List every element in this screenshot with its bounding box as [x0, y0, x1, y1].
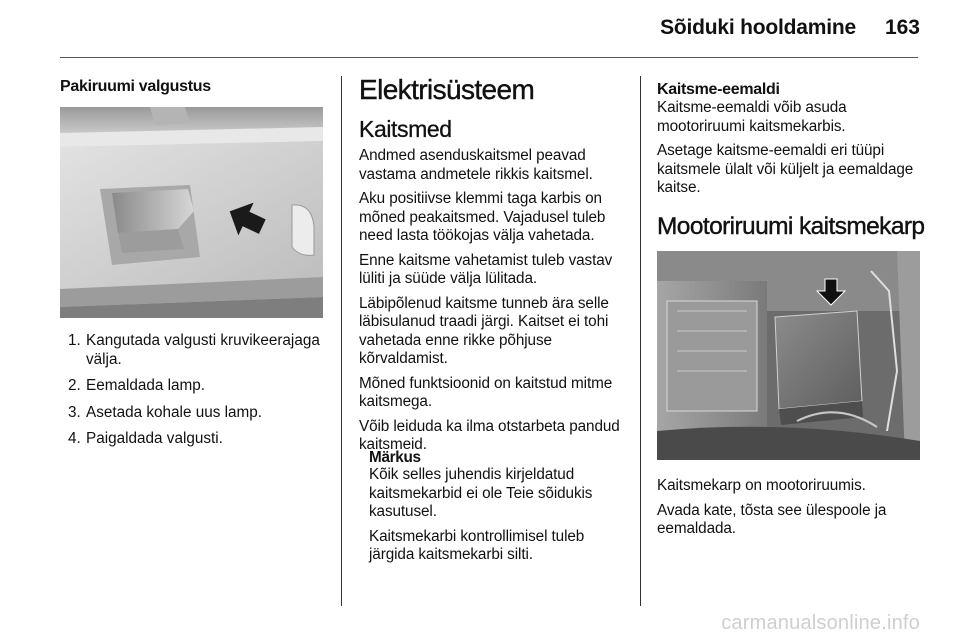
subsection-title-fuses: Kaitsmed	[359, 116, 452, 142]
section-title-electrical: Elektrisüsteem	[359, 74, 535, 105]
note-label: Märkus	[369, 449, 421, 466]
trunk-light-illustration	[60, 107, 323, 318]
header-rule	[60, 57, 918, 58]
paragraph: Kaitsme-eemaldi võib asuda mootoriruumi kaitsmekarbis.	[657, 99, 847, 135]
watermark: carmanualsonline.info	[721, 612, 920, 634]
page-number: 163	[884, 16, 920, 39]
paragraph: Aku positiivse klemmi taga karbis on mõned peakaitsmed. Vajadusel tuleb need lasta töökojas välja vahetada.	[359, 190, 606, 244]
paragraph: Võib leiduda ka ilma otstarbeta pandud kaitsmeid.	[359, 417, 620, 453]
list-item: 4. Paigaldada valgusti.	[68, 430, 223, 447]
column-divider-right	[640, 76, 641, 606]
paragraph: Enne kaitsme vahetamist tuleb vastav lüliti ja süüde välja lülitada.	[359, 251, 613, 287]
note-paragraph: Kaitsmekarbi kontrollimisel tuleb järgida kaitsmekarbi silti.	[369, 527, 585, 563]
section-heading-trunk-light: Pakiruumi valgustus	[60, 78, 211, 95]
paragraph: Mõned funktsioonid on kaitstud mitme kaitsmega.	[359, 374, 613, 410]
list-item: 3. Asetada kohale uus lamp.	[68, 403, 263, 421]
steps-list	[60, 332, 330, 457]
paragraph: Asetage kaitsme-eemaldi eri tüüpi kaitsmele ülalt või küljelt ja eemaldage kaitse.	[657, 142, 914, 196]
engine-fusebox-illustration	[657, 251, 920, 460]
fuse-extractor-text	[657, 99, 922, 198]
paragraph: Andmed asenduskaitsmel peavad vastama andmetele rikkis kaitsmel.	[359, 147, 593, 183]
running-header-title: Sõiduki hooldamine	[660, 16, 856, 39]
engine-fusebox-text	[657, 477, 922, 539]
column-divider-left	[341, 76, 342, 606]
paragraph: Avada kate, tõsta see ülespoole ja eemaldada.	[657, 501, 887, 537]
note-paragraph: Kõik selles juhendis kirjeldatud kaitsmekarbid ei ole Teie sõidukis kasutusel.	[369, 466, 593, 520]
subsection-heading-fuse-extractor: Kaitsme-eemaldi	[657, 81, 780, 98]
paragraph: Läbipõlenud kaitsme tunneb ära selle läbisulanud traadi järgi. Kaitset ei tohi vahetada enne rikke põhjuse kõrvaldamist.	[359, 294, 609, 367]
list-item: 1. Kangutada valgusti kruvikeerajaga välja.	[68, 332, 320, 368]
note-box	[369, 449, 631, 565]
fuse-text	[359, 147, 634, 461]
paragraph: Kaitsmekarp on mootoriruumis.	[657, 477, 866, 494]
section-title-engine-fusebox: Mootoriruumi kaitsmekarp	[657, 213, 925, 240]
list-item: 2. Eemaldada lamp.	[68, 377, 206, 394]
